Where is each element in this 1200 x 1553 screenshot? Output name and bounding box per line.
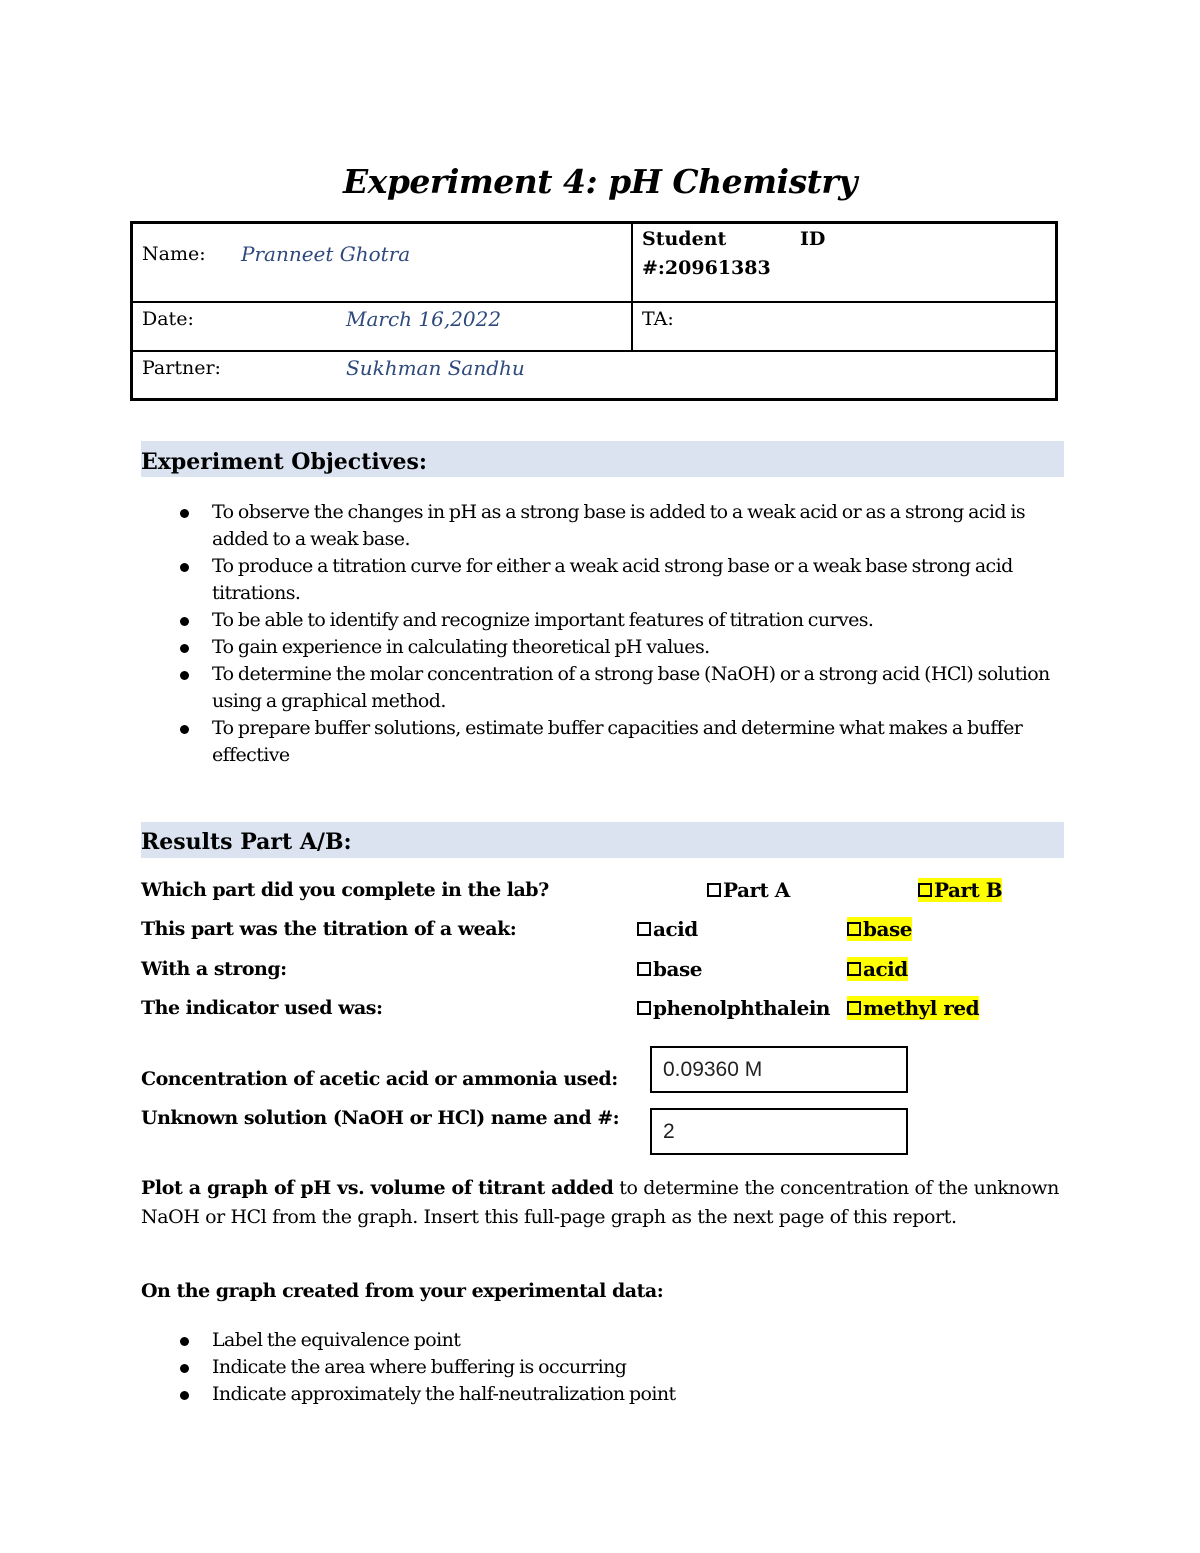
ta-label: TA: <box>642 308 674 330</box>
option-label: base <box>863 917 912 941</box>
list-item: To determine the molar concentration of a strong base (NaOH) or a strong acid (HCl) solution using a graphical method. <box>178 661 1068 715</box>
checkbox-icon <box>707 883 721 897</box>
student-info-table <box>130 221 1058 401</box>
option-label: base <box>653 957 702 981</box>
option-weak-base[interactable] <box>847 917 912 941</box>
student-id-value: #:20961383 <box>642 257 771 279</box>
question-weak: This part was the titration of a weak: <box>141 918 517 940</box>
id-label: ID <box>800 228 826 250</box>
checkbox-icon <box>637 962 651 976</box>
checkbox-icon <box>918 883 932 897</box>
table-row-divider <box>133 301 1055 303</box>
checkbox-icon <box>847 1001 861 1015</box>
list-item: To observe the changes in pH as a strong base is added to a weak acid or as a strong acid is added to a weak base. <box>178 499 1068 553</box>
date-label: Date: <box>142 308 194 330</box>
results-heading: Results Part A/B: <box>141 829 352 855</box>
option-label: Part B <box>934 878 1003 902</box>
graph-heading: On the graph created from your experimental data: <box>141 1280 664 1302</box>
option-phenolphthalein[interactable] <box>637 996 830 1020</box>
page-title: Experiment 4: pH Chemistry <box>343 162 857 201</box>
option-part-a[interactable] <box>707 878 790 902</box>
list-item: To produce a titration curve for either a weak acid strong base or a weak base strong acid titrations. <box>178 553 1068 607</box>
option-strong-acid[interactable] <box>847 957 908 981</box>
question-indicator: The indicator used was: <box>141 997 383 1019</box>
option-strong-base[interactable] <box>637 957 702 981</box>
option-label: phenolphthalein <box>653 996 830 1020</box>
list-item: To prepare buffer solutions, estimate buffer capacities and determine what makes a buffer effective <box>178 715 1068 769</box>
list-item: To gain experience in calculating theoretical pH values. <box>178 634 1068 661</box>
checkbox-icon <box>637 1001 651 1015</box>
checkbox-icon <box>847 922 861 936</box>
checkbox-icon <box>847 962 861 976</box>
list-item: To be able to identify and recognize important features of titration curves. <box>178 607 1068 634</box>
option-label: Part A <box>723 878 790 902</box>
option-weak-acid[interactable] <box>637 917 698 941</box>
option-label: methyl red <box>863 996 980 1020</box>
concentration-field[interactable]: 0.09360 M <box>650 1046 908 1093</box>
concentration-label: Concentration of acetic acid or ammonia used: <box>141 1068 618 1090</box>
unknown-field[interactable]: 2 <box>650 1108 908 1155</box>
option-methyl-red[interactable] <box>847 996 979 1020</box>
unknown-label: Unknown solution (NaOH or HCl) name and #: <box>141 1107 620 1129</box>
name-value: Pranneet Ghotra <box>241 242 411 266</box>
table-row-divider <box>133 350 1055 352</box>
question-part: Which part did you complete in the lab? <box>141 879 549 901</box>
option-part-b[interactable] <box>918 878 1002 902</box>
objectives-list <box>178 499 1068 769</box>
checkbox-icon <box>637 922 651 936</box>
plot-instructions-bold: Plot a graph of pH vs. volume of titrant added <box>141 1177 614 1199</box>
list-item: Indicate the area where buffering is occurring <box>178 1354 1068 1381</box>
partner-label: Partner: <box>142 357 221 379</box>
question-strong: With a strong: <box>141 958 287 980</box>
plot-instructions <box>141 1174 1059 1232</box>
student-label: Student <box>642 228 727 250</box>
option-label: acid <box>863 957 908 981</box>
table-column-divider <box>631 224 633 351</box>
partner-value: Sukhman Sandhu <box>346 356 525 380</box>
option-label: acid <box>653 917 698 941</box>
objectives-heading: Experiment Objectives: <box>141 449 428 475</box>
plot-instructions-rest: to determine the concentration of the unknown NaOH or HCl from the graph. Insert this full-page graph as the next page of this report. <box>141 1177 1059 1228</box>
list-item: Label the equivalence point <box>178 1327 1068 1354</box>
list-item: Indicate approximately the half-neutralization point <box>178 1381 1068 1408</box>
name-label: Name: <box>142 243 206 265</box>
date-value: March 16,2022 <box>346 307 502 331</box>
graph-list <box>178 1327 1068 1408</box>
